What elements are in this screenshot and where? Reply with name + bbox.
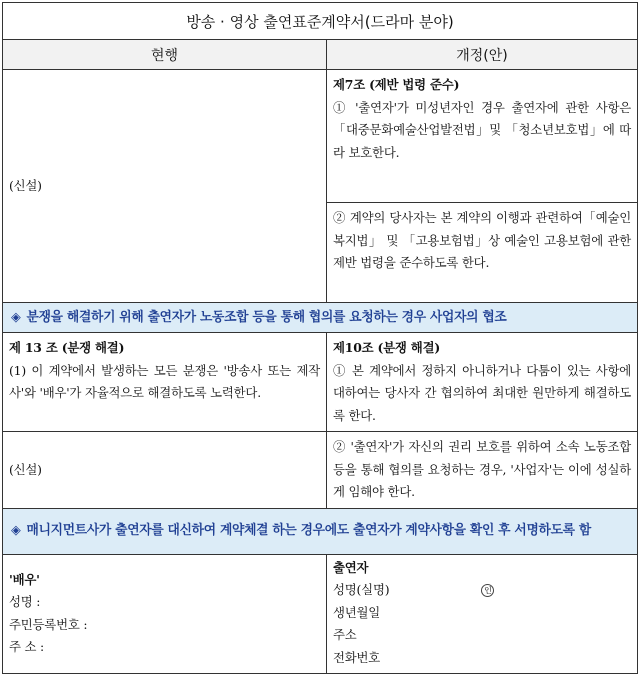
document-title: 방송 · 영상 출연표준계약서(드라마 분야) [3, 3, 638, 40]
article13-title: 제 13 조 (분쟁 해결) [9, 340, 125, 355]
article7-title: 제7조 (제반 법령 준수) [333, 77, 460, 92]
revised-cell-article7-para2 [327, 203, 638, 303]
current-new-label-2: (신설) [9, 461, 42, 477]
diamond-icon: ◈ [11, 523, 21, 538]
current-cell-new-article [3, 70, 327, 303]
current-cell-article13 [3, 333, 327, 432]
field-real-name-label: 성명(실명) [333, 582, 390, 597]
current-signature-block [3, 554, 327, 674]
article13-para1: (1) 이 계약에서 발생하는 모든 분쟁은 '방송사 또는 제작사'와 '배우'가 자율적으로 해결하도록 노력한다. [9, 362, 320, 400]
comparison-table [2, 2, 638, 674]
revised-cell-article10-para1 [327, 333, 638, 432]
field-address-revised: 주소 [333, 627, 357, 642]
banner1-text: 분쟁을 해결하기 위해 출연자가 노동조합 등을 통해 협의를 요청하는 경우 사업자의 협조 [26, 309, 507, 325]
diamond-icon: ◈ [11, 309, 21, 325]
field-birthdate: 생년월일 [333, 604, 381, 620]
actor-heading: '배우' [9, 571, 40, 587]
seal-icon: 인 [481, 584, 494, 597]
article7-para2: ② 계약의 당사자는 본 계약의 이행과 관련하여「예술인복지법」 및 「고용보험법」상 예술인 고용보험에 관한 제반 법령을 준수하도록 한다. [333, 210, 632, 270]
article10-para2: ② '출연자'가 자신의 권리 보호를 위하여 소속 노동조합 등을 통해 협의를 요청하는 경우, '사업자'는 이에 성실하게 임해야 한다. [333, 439, 632, 499]
field-phone: 전화번호 [333, 649, 381, 665]
field-address: 주 소 : [9, 639, 44, 654]
banner-management-signature [3, 508, 638, 554]
current-new-label: (신설) [9, 177, 42, 193]
article10-para1: ① 본 계약에서 정하지 아니하거나 다툼이 있는 사항에 대하여는 당사자 간 협의하여 최대한 원만하게 해결하도록 한다. [333, 362, 632, 423]
article7-para1: ① '출연자'가 미성년자인 경우 출연자에 관한 사항은「대중문화예술산업발전법」및 「청소년보호법」에 따라 보호한다. [333, 99, 632, 160]
field-name: 성명 : [9, 594, 41, 609]
field-resident-number: 주민등록번호 : [9, 616, 88, 632]
banner-dispute-resolution [3, 303, 638, 333]
banner2-text: 매니지먼트사가 출연자를 대신하여 계약체결 하는 경우에도 출연자가 계약사항을 확인 후 서명하도록 함 [26, 523, 591, 538]
revised-signature-block [327, 554, 638, 674]
revised-cell-article7-para1 [327, 70, 638, 203]
current-cell-new-para [3, 432, 327, 509]
field-real-name [333, 579, 631, 602]
performer-heading: 출연자 [333, 559, 369, 575]
article10-title: 제10조 (분쟁 해결) [333, 340, 441, 355]
revised-cell-article10-para2 [327, 432, 638, 509]
column-header-revised: 개정(안) [327, 40, 638, 70]
column-header-current: 현행 [3, 40, 327, 70]
